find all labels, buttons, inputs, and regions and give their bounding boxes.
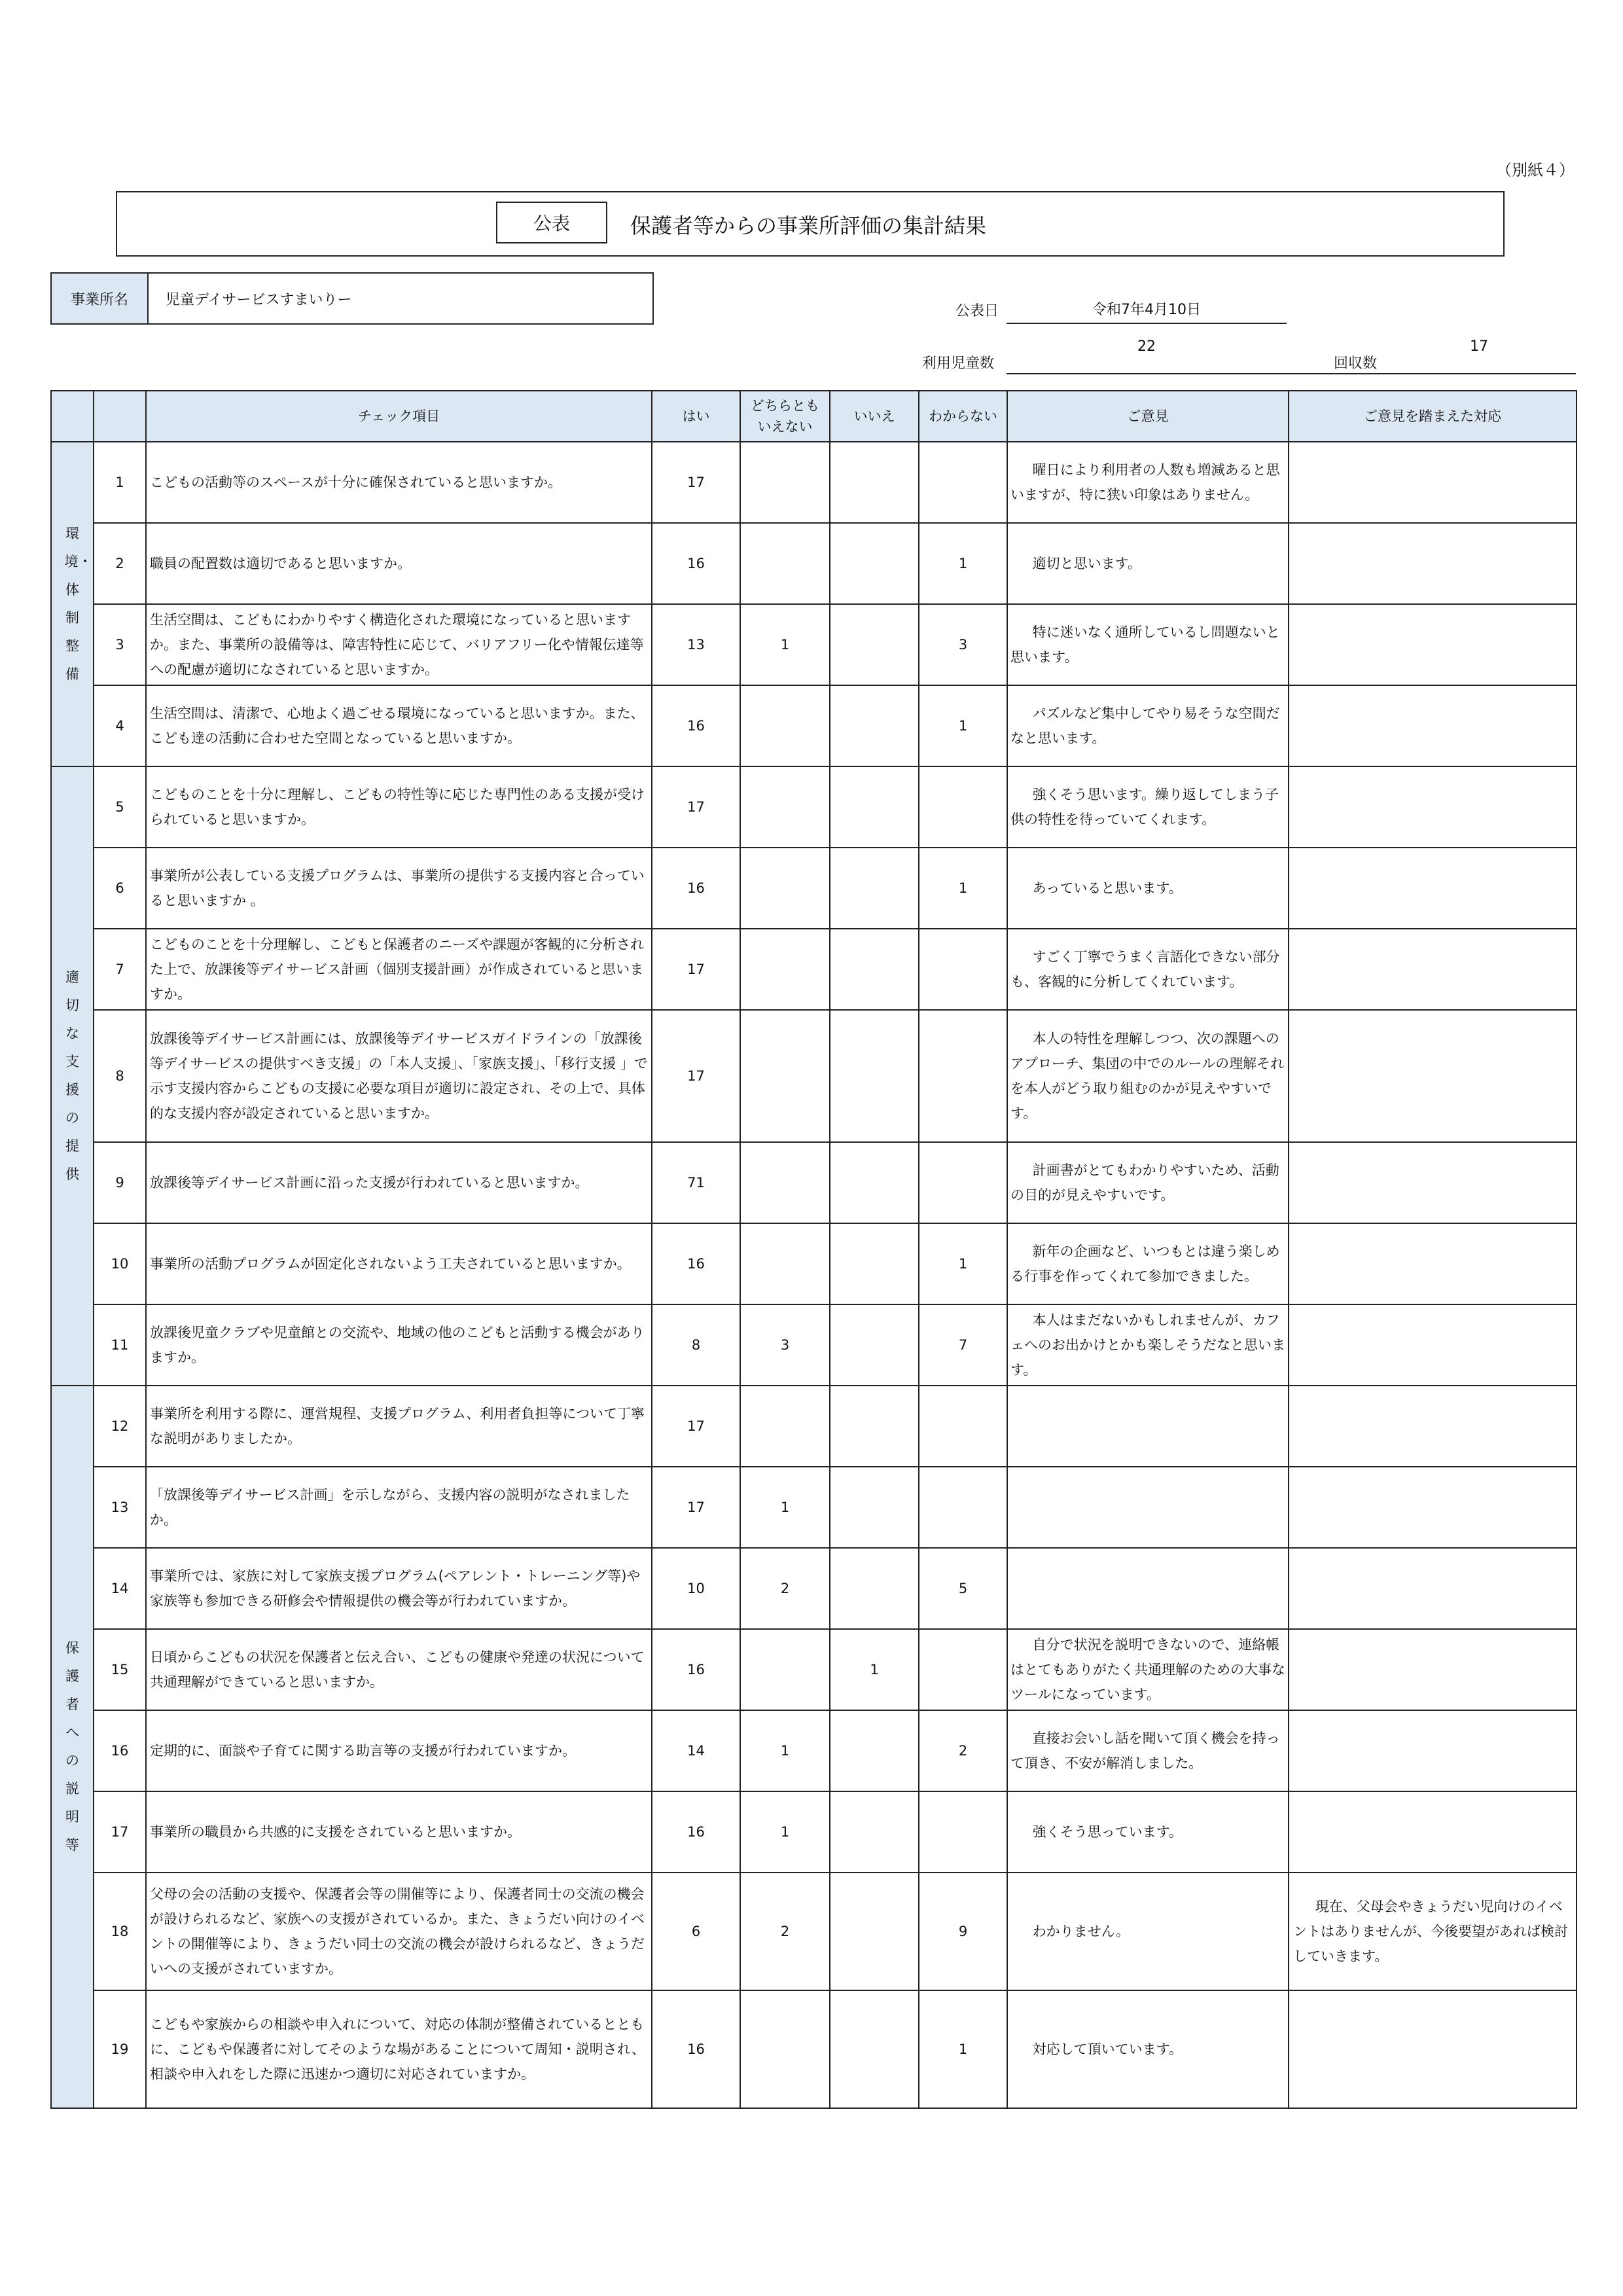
neither-count: 2 <box>740 1873 830 1990</box>
response <box>1289 1386 1577 1467</box>
table-row <box>51 1223 1577 1304</box>
no-count <box>830 685 919 766</box>
no-count <box>830 929 919 1010</box>
opinion <box>1007 1386 1289 1467</box>
neither-count <box>740 1386 830 1467</box>
no-count <box>830 1710 919 1791</box>
item-number: 8 <box>94 1010 146 1142</box>
neither-count <box>740 1629 830 1710</box>
opinion-text: 強くそう思っています。 <box>1032 1824 1183 1840</box>
opinion <box>1007 604 1289 685</box>
response <box>1289 1223 1577 1304</box>
yes-count: 17 <box>652 1386 740 1467</box>
unknown-count: 1 <box>919 523 1007 604</box>
check-item: 生活空間は、こどもにわかりやすく構造化された環境になっていると思いますか。また、事業所の設備等は、障害特性に応じて、バリアフリー化や情報伝達等への配慮が適切になされていると思いますか。 <box>146 604 652 685</box>
response <box>1289 685 1577 766</box>
opinion <box>1007 766 1289 848</box>
users-underline <box>1007 373 1287 374</box>
item-number: 2 <box>94 523 146 604</box>
collected-count: 17 <box>1470 338 1488 355</box>
table-row <box>51 523 1577 604</box>
opinion <box>1007 1710 1289 1791</box>
yes-count: 17 <box>652 1467 740 1548</box>
table-row <box>51 1386 1577 1467</box>
check-item: 事業所の活動プログラムが固定化されないよう工夫されていると思いますか。 <box>146 1223 652 1304</box>
unknown-count: 1 <box>919 1990 1007 2108</box>
opinion <box>1007 1873 1289 1990</box>
yes-count: 6 <box>652 1873 740 1990</box>
opinion-text: 計画書がとてもわかりやすいため、活動の目的が見えやすいです。 <box>1010 1162 1279 1203</box>
opinion-header: ご意見 <box>1007 391 1289 442</box>
opinion-text: 曜日により利用者の人数も増減あると思いますが、特に狭い印象はありません。 <box>1010 462 1280 503</box>
check-item: こどものことを十分に理解し、こどもの特性等に応じた専門性のある支援が受けられていると思いますか。 <box>146 766 652 848</box>
opinion-text: 特に迷いなく通所しているし問題ないと思います。 <box>1010 624 1280 665</box>
opinion-text: 強くそう思います。繰り返してしまう子供の特性を待っていてくれます。 <box>1010 787 1279 827</box>
table-row <box>51 1710 1577 1791</box>
category-cell <box>51 442 94 766</box>
yes-count: 13 <box>652 604 740 685</box>
unknown-count: 2 <box>919 1710 1007 1791</box>
no-count <box>830 1791 919 1873</box>
table-row <box>51 1629 1577 1710</box>
table-row <box>51 442 1577 523</box>
response <box>1289 929 1577 1010</box>
neither-count <box>740 1142 830 1223</box>
response-header: ご意見を踏まえた対応 <box>1289 391 1577 442</box>
check-item: こどもや家族からの相談や申入れについて、対応の体制が整備されているとともに、こどもや保護者に対してそのような場があることについて周知・説明され、相談や申入れをした際に迅速かつ適切に対応されていますか。 <box>146 1990 652 2108</box>
check-item: 父母の会の活動の支援や、保護者会等の開催等により、保護者同士の交流の機会が設けられるなど、家族への支援がされているか。また、きょうだい向けのイベントの開催等により、きょうだい同士の交流の機会が設けられるなど、きょうだいへの支援がされていますか。 <box>146 1873 652 1990</box>
table-row <box>51 1142 1577 1223</box>
opinion <box>1007 1990 1289 2108</box>
opinion-text: 適切と思います。 <box>1032 556 1141 571</box>
response <box>1289 1629 1577 1710</box>
yes-count: 16 <box>652 523 740 604</box>
item-number: 18 <box>94 1873 146 1990</box>
check-item: 定期的に、面談や子育てに関する助言等の支援が行われていますか。 <box>146 1710 652 1791</box>
unknown-count: 3 <box>919 604 1007 685</box>
category-label: 保護者への説明等 <box>65 1640 79 1853</box>
neither-count: 3 <box>740 1304 830 1386</box>
no-count <box>830 1386 919 1467</box>
opinion <box>1007 1304 1289 1386</box>
no-count <box>830 1142 919 1223</box>
item-number: 1 <box>94 442 146 523</box>
opinion <box>1007 1010 1289 1142</box>
opinion-text: 対応して頂いています。 <box>1032 2041 1183 2057</box>
category-label: 適切な支援の提供 <box>65 969 79 1182</box>
yes-count: 17 <box>652 442 740 523</box>
item-number: 19 <box>94 1990 146 2108</box>
unknown-count <box>919 766 1007 848</box>
unknown-header: わからない <box>919 391 1007 442</box>
no-header: いいえ <box>830 391 919 442</box>
check-item: 事業所を利用する際に、運営規程、支援プログラム、利用者負担等について丁寧な説明がありましたか。 <box>146 1386 652 1467</box>
opinion-text: パズルなど集中してやり易そうな空間だなと思います。 <box>1010 706 1280 746</box>
category-label: 環境・体制整備 <box>64 526 92 682</box>
unknown-count <box>919 1467 1007 1548</box>
opinion <box>1007 1629 1289 1710</box>
check-item: 「放課後等デイサービス計画」を示しながら、支援内容の説明がなされましたか。 <box>146 1467 652 1548</box>
unknown-count <box>919 1791 1007 1873</box>
public-badge: 公表 <box>496 202 607 243</box>
opinion-text: 本人はまだないかもしれませんが、カフェへのお出かけとかも楽しそうだなと思います。 <box>1010 1312 1285 1378</box>
category-header <box>51 391 94 442</box>
table-row <box>51 1304 1577 1386</box>
category-cell <box>51 766 94 1386</box>
neither-count: 1 <box>740 604 830 685</box>
item-number: 4 <box>94 685 146 766</box>
no-count <box>830 1010 919 1142</box>
neither-count: 1 <box>740 1791 830 1873</box>
item-number: 9 <box>94 1142 146 1223</box>
unknown-count <box>919 1386 1007 1467</box>
response <box>1289 1990 1577 2108</box>
item-number: 12 <box>94 1386 146 1467</box>
users-count: 22 <box>1137 338 1156 355</box>
yes-count: 71 <box>652 1142 740 1223</box>
opinion-text: 本人の特性を理解しつつ、次の課題へのアプローチ、集団の中でのルールの理解それを本人がどう取り組むのかが見えやすいです。 <box>1010 1031 1285 1121</box>
no-count <box>830 1873 919 1990</box>
no-count <box>830 604 919 685</box>
response <box>1289 1873 1577 1990</box>
yes-count: 8 <box>652 1304 740 1386</box>
check-item: 職員の配置数は適切であると思いますか。 <box>146 523 652 604</box>
neither-count <box>740 1223 830 1304</box>
yes-count: 16 <box>652 848 740 929</box>
no-count <box>830 1990 919 2108</box>
response <box>1289 1142 1577 1223</box>
no-count <box>830 1467 919 1548</box>
table-row <box>51 1548 1577 1629</box>
item-number: 3 <box>94 604 146 685</box>
table-row <box>51 766 1577 848</box>
opinion-text: あっていると思います。 <box>1032 880 1183 896</box>
yes-count: 14 <box>652 1710 740 1791</box>
unknown-count <box>919 1142 1007 1223</box>
yes-count: 17 <box>652 766 740 848</box>
table-header-row <box>51 391 1577 442</box>
response-text: 現在、父母会やきょうだい児向けのイベントはありませんが、今後要望があれば検討していきます。 <box>1293 1899 1568 1964</box>
table-row <box>51 1010 1577 1142</box>
table-row <box>51 1873 1577 1990</box>
opinion <box>1007 1467 1289 1548</box>
item-number: 16 <box>94 1710 146 1791</box>
item-number: 13 <box>94 1467 146 1548</box>
table-row <box>51 604 1577 685</box>
item-number: 15 <box>94 1629 146 1710</box>
item-number: 17 <box>94 1791 146 1873</box>
item-number: 10 <box>94 1223 146 1304</box>
neither-count: 1 <box>740 1710 830 1791</box>
response <box>1289 766 1577 848</box>
yes-count: 17 <box>652 1010 740 1142</box>
office-label: 事業所名 <box>52 274 149 323</box>
unknown-count: 5 <box>919 1548 1007 1629</box>
yes-count: 10 <box>652 1548 740 1629</box>
opinion <box>1007 1142 1289 1223</box>
yes-count: 16 <box>652 1791 740 1873</box>
table-row <box>51 1467 1577 1548</box>
item-number: 11 <box>94 1304 146 1386</box>
check-item: 放課後児童クラブや児童館との交流や、地域の他のこどもと活動する機会がありますか。 <box>146 1304 652 1386</box>
table-row <box>51 1990 1577 2108</box>
users-label: 利用児童数 <box>922 355 995 372</box>
table-row <box>51 929 1577 1010</box>
yes-count: 17 <box>652 929 740 1010</box>
response <box>1289 1467 1577 1548</box>
response <box>1289 848 1577 929</box>
unknown-count: 1 <box>919 1223 1007 1304</box>
check-item: こどもの活動等のスペースが十分に確保されていると思いますか。 <box>146 442 652 523</box>
no-count <box>830 1304 919 1386</box>
number-header <box>94 391 146 442</box>
no-count <box>830 1223 919 1304</box>
response <box>1289 604 1577 685</box>
evaluation-table <box>50 390 1577 2109</box>
opinion-text: 新年の企画など、いつもとは違う楽しめる行事を作ってくれて参加できました。 <box>1010 1244 1280 1284</box>
response <box>1289 1304 1577 1386</box>
neither-count <box>740 523 830 604</box>
opinion-text: 直接お会いし話を聞いて頂く機会を持って頂き、不安が解消しました。 <box>1010 1731 1280 1771</box>
no-count <box>830 766 919 848</box>
collected-underline <box>1287 373 1576 374</box>
opinion <box>1007 848 1289 929</box>
check-item: 生活空間は、清潔で、心地よく過ごせる環境になっていると思いますか。また、こども達の活動に合わせた空間となっていると思いますか。 <box>146 685 652 766</box>
opinion <box>1007 1223 1289 1304</box>
neither-header: どちらとも いえない <box>740 391 830 442</box>
opinion-text: わかりません。 <box>1032 1924 1130 1939</box>
category-cell <box>51 1386 94 2108</box>
opinion <box>1007 685 1289 766</box>
yes-count: 16 <box>652 1223 740 1304</box>
opinion <box>1007 442 1289 523</box>
neither-count <box>740 766 830 848</box>
office-name-box <box>50 272 654 325</box>
no-count <box>830 848 919 929</box>
response <box>1289 1710 1577 1791</box>
opinion <box>1007 929 1289 1010</box>
neither-count: 2 <box>740 1548 830 1629</box>
opinion <box>1007 1548 1289 1629</box>
item-number: 14 <box>94 1548 146 1629</box>
no-count: 1 <box>830 1629 919 1710</box>
attachment-number: （別紙４） <box>1496 161 1575 179</box>
check-item: 事業所が公表している支援プログラムは、事業所の提供する支援内容と合っていると思いますか 。 <box>146 848 652 929</box>
date-value: 令和7年4月10日 <box>1007 298 1287 324</box>
neither-count <box>740 929 830 1010</box>
no-count <box>830 523 919 604</box>
check-item: 事業所では、家族に対して家族支援プログラム(ペアレント・トレーニング等)や家族等も参加できる研修会や情報提供の機会等が行われていますか。 <box>146 1548 652 1629</box>
unknown-count: 9 <box>919 1873 1007 1990</box>
table-row <box>51 1791 1577 1873</box>
unknown-count <box>919 929 1007 1010</box>
opinion-text: 自分で状況を説明できないので、連絡帳はとてもありがたく共通理解のための大事なツールになっています。 <box>1010 1637 1285 1702</box>
table-row <box>51 848 1577 929</box>
neither-count <box>740 685 830 766</box>
opinion <box>1007 1791 1289 1873</box>
yes-count: 16 <box>652 1629 740 1710</box>
check-item: 放課後等デイサービス計画には、放課後等デイサービスガイドラインの「放課後等デイサービスの提供すべき支援」の「本人支援」、「家族支援」、「移行支援 」で示す支援内容からこどもの支援に必要な項目が適切に設定され、その上で、具体的な支援内容が設定されていると思いますか。 <box>146 1010 652 1142</box>
unknown-count <box>919 442 1007 523</box>
item-number: 5 <box>94 766 146 848</box>
item-number: 6 <box>94 848 146 929</box>
table-row <box>51 685 1577 766</box>
item-header: チェック項目 <box>146 391 652 442</box>
neither-count <box>740 1010 830 1142</box>
check-item: こどものことを十分理解し、こどもと保護者のニーズや課題が客観的に分析された上で、放課後等デイサービス計画（個別支援計画）が作成されていると思いますか。 <box>146 929 652 1010</box>
check-item: 事業所の職員から共感的に支援をされていると思いますか。 <box>146 1791 652 1873</box>
opinion <box>1007 523 1289 604</box>
unknown-count: 1 <box>919 848 1007 929</box>
neither-count <box>740 442 830 523</box>
yes-header: はい <box>652 391 740 442</box>
check-item: 日頃からこどもの状況を保護者と伝え合い、こどもの健康や発達の状況について共通理解ができていると思いますか。 <box>146 1629 652 1710</box>
item-number: 7 <box>94 929 146 1010</box>
opinion-text: すごく丁寧でうまく言語化できない部分も、客観的に分析してくれています。 <box>1010 949 1280 990</box>
yes-count: 16 <box>652 1990 740 2108</box>
neither-count <box>740 848 830 929</box>
no-count <box>830 1548 919 1629</box>
response <box>1289 523 1577 604</box>
response <box>1289 442 1577 523</box>
response <box>1289 1010 1577 1142</box>
response <box>1289 1791 1577 1873</box>
collected-label: 回収数 <box>1334 355 1378 372</box>
unknown-count <box>919 1010 1007 1142</box>
unknown-count: 7 <box>919 1304 1007 1386</box>
unknown-count <box>919 1629 1007 1710</box>
neither-count: 1 <box>740 1467 830 1548</box>
page-title: 保護者等からの事業所評価の集計結果 <box>630 213 987 238</box>
response <box>1289 1548 1577 1629</box>
no-count <box>830 442 919 523</box>
yes-count: 16 <box>652 685 740 766</box>
check-item: 放課後等デイサービス計画に沿った支援が行われていると思いますか。 <box>146 1142 652 1223</box>
unknown-count: 1 <box>919 685 1007 766</box>
date-label: 公表日 <box>955 303 999 319</box>
office-name: 児童デイサービスすまいりー <box>166 291 352 308</box>
neither-count <box>740 1990 830 2108</box>
